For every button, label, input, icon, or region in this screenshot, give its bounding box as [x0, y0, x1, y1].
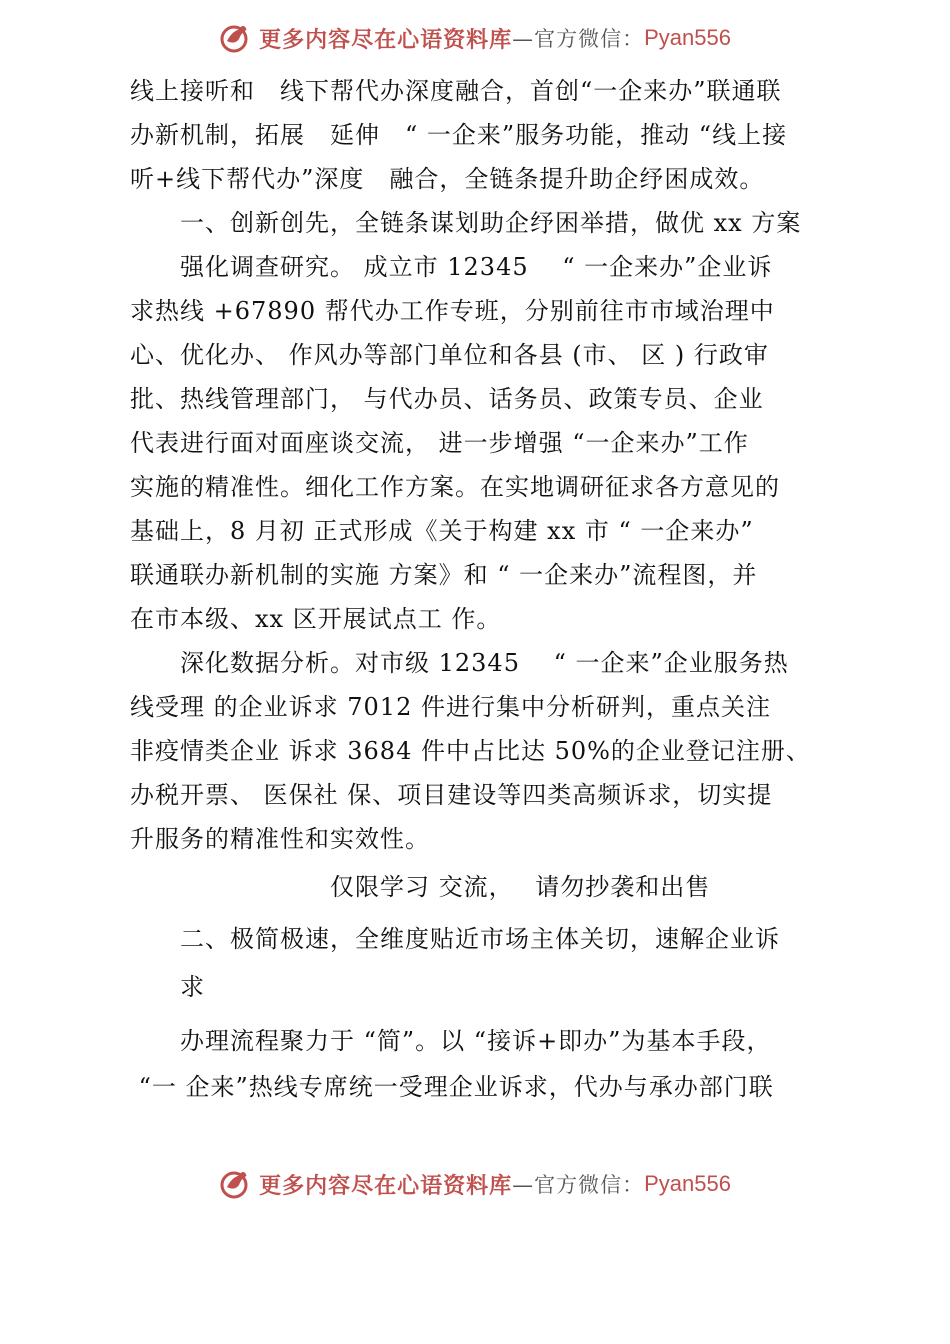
- text-line: 升服务的精准性和实效性。: [130, 825, 430, 853]
- brand-logo-icon: [219, 21, 253, 55]
- text-line: 基础上，8 月初 正式形成《关于构建 xx 市 “ 一企来办”: [130, 517, 754, 545]
- text-line: “一 企来”热线专席统一受理企业诉求，代办与承办部门联: [130, 1073, 774, 1101]
- footer-wechat-id: Pyan556: [644, 1171, 731, 1196]
- watermark-notice: 仅限学习 交流， 请勿抄袭和出售: [130, 873, 711, 901]
- text-line: 办理流程聚力于 “简”。以 “接诉+即办”为基本手段，: [130, 1027, 772, 1055]
- text-line: 深化数据分析。对市级 12345 “ 一企来”企业服务热: [130, 649, 789, 677]
- header-separator-text: —官方微信：: [512, 27, 645, 51]
- brand-logo-icon: [219, 1167, 253, 1201]
- text-line: 线受理 的企业诉求 7012 件进行集中分析研判，重点关注: [130, 693, 771, 721]
- section-heading: 一、创新创先，全链条谋划助企纾困举措，做优 xx 方案: [130, 209, 802, 237]
- text-line: 批、热线管理部门， 与代办员、话务员、政策专员、企业: [130, 385, 764, 413]
- footer-watermark-banner: [0, 1160, 950, 1208]
- text-line: 办税开票、 医保社 保、项目建设等四类高频诉求，切实提: [130, 781, 773, 809]
- text-line: 求热线 +67890 帮代办工作专班，分别前往市市域治理中: [130, 297, 775, 325]
- footer-separator-text: —官方微信：: [512, 1173, 645, 1197]
- text-line: 联通联办新机制的实施 方案》和 “ 一企来办”流程图，并: [130, 561, 758, 589]
- footer-brand-text: 更多内容尽在心语资料库: [259, 1172, 513, 1199]
- text-line: 强化调查研究。 成立市 12345 “ 一企来办”企业诉: [130, 253, 773, 281]
- text-line: 在市本级、xx 区开展试点工 作。: [130, 605, 502, 633]
- section-heading: 二、极简极速，全维度贴近市场主体关切，速解企业诉: [130, 925, 780, 953]
- text-line: 听+线下帮代办”深度 融合，全链条提升助企纾困成效。: [130, 165, 765, 193]
- header-brand-text: 更多内容尽在心语资料库: [259, 26, 513, 53]
- text-line: 代表进行面对面座谈交流， 进一步增强 “一企来办”工作: [130, 429, 749, 457]
- header-wechat-id: Pyan556: [644, 25, 731, 50]
- text-line: 心、优化办、 作风办等部门单位和各县 (市、 区 ) 行政审: [130, 341, 769, 369]
- text-line: 办新机制，拓展 延伸 “ 一企来”服务功能，推动 “线上接: [130, 121, 788, 149]
- text-line: 非疫情类企业 诉求 3684 件中占比达 50%的企业登记注册、: [130, 737, 811, 765]
- text-line: 实施的精准性。细化工作方案。在实地调研征求各方意见的: [130, 473, 780, 501]
- section-heading-cont: 求: [130, 973, 205, 1001]
- text-line: 线上接听和 线下帮代办深度融合，首创“一企来办”联通联: [130, 77, 782, 105]
- header-watermark-banner: [0, 14, 950, 62]
